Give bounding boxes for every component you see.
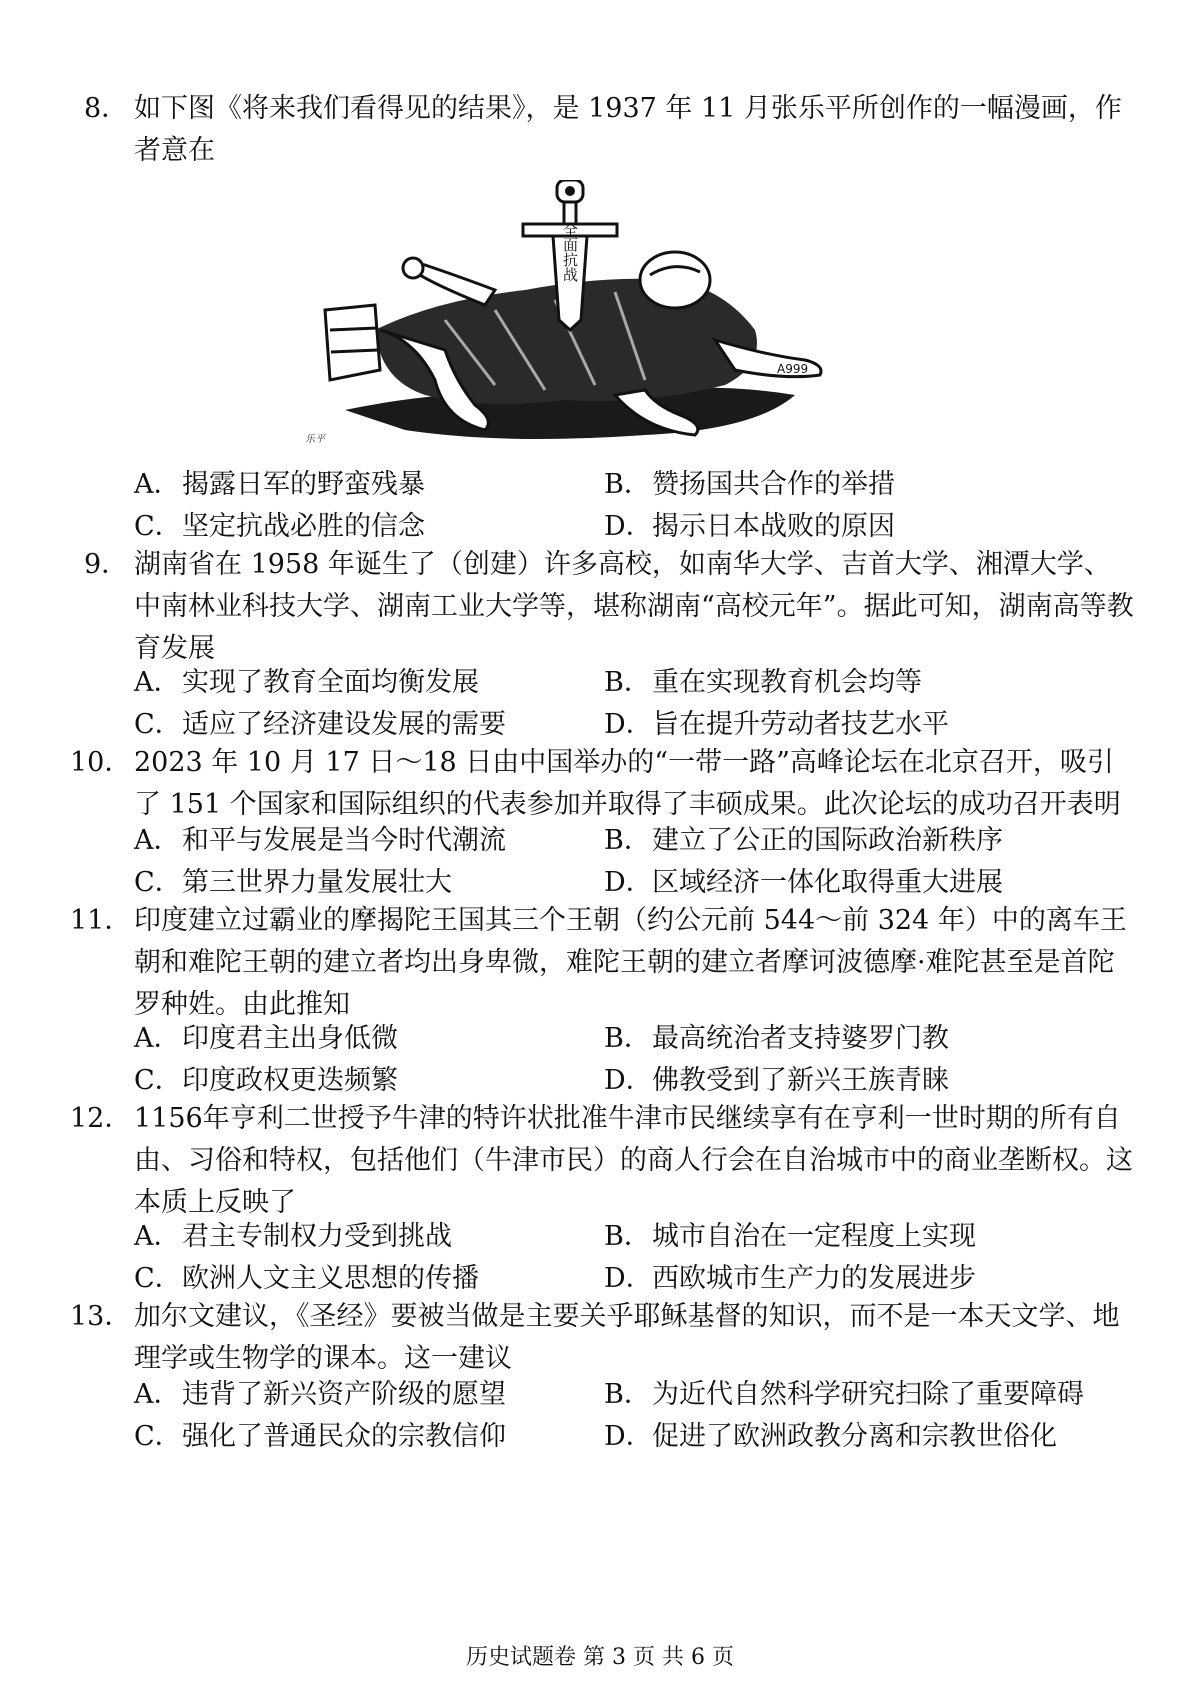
question-stem: 加尔文建议，《圣经》要被当做是主要关乎耶稣基督的知识，而不是一本天文学、地理学或生物学的课本。这一建议 <box>134 1301 1120 1374</box>
option-b[interactable]: B．建立了公正的国际政治新秩序 <box>604 825 1003 856</box>
option-c[interactable]: C．强化了普通民众的宗教信仰 <box>134 1421 506 1452</box>
question-number: 8． <box>84 93 129 124</box>
option-d[interactable]: D．区域经济一体化取得重大进展 <box>604 867 1003 898</box>
question-10 <box>70 742 1134 826</box>
question-number: 12． <box>70 1103 132 1134</box>
question-12-options <box>134 1216 1134 1300</box>
option-d[interactable]: D．旨在提升劳动者技艺水平 <box>604 709 949 740</box>
cartoon-illustration <box>285 180 845 480</box>
cartoon-arm-label: A999 <box>777 362 809 376</box>
option-d[interactable]: D．西欧城市生产力的发展进步 <box>604 1263 976 1294</box>
question-number: 10． <box>70 747 132 778</box>
cartoon-left-arm <box>414 264 495 305</box>
option-d[interactable]: D．佛教受到了新兴王族青睐 <box>604 1065 949 1096</box>
sword-label: 全面抗战 <box>561 222 579 282</box>
option-d[interactable]: D．揭示日本战败的原因 <box>604 511 895 542</box>
option-c[interactable]: C．欧洲人文主义思想的传播 <box>134 1263 479 1294</box>
option-c[interactable]: C．适应了经济建设发展的需要 <box>134 709 506 740</box>
option-c[interactable]: C．印度政权更迭频繁 <box>134 1065 398 1096</box>
question-8-options <box>134 464 1134 548</box>
question-11 <box>70 900 1134 1026</box>
question-number: 13． <box>70 1301 132 1332</box>
option-a[interactable]: A．君主专制权力受到挑战 <box>134 1221 452 1252</box>
question-9-options <box>134 662 1134 746</box>
cartoon-boot <box>325 305 380 380</box>
question-number: 11． <box>70 905 132 936</box>
question-11-options <box>134 1018 1134 1102</box>
option-a[interactable]: A．揭露日军的野蛮残暴 <box>134 469 425 500</box>
cartoon-signature: 乐平 <box>305 434 325 445</box>
question-9 <box>84 544 1134 670</box>
question-stem: 2023 年 10 月 17 日～18 日由中国举办的“一带一路”高峰论坛在北京召开，吸引了 151 个国家和国际组织的代表参加并取得了丰硕成果。此次论坛的成功召开表明 <box>134 747 1121 820</box>
option-b[interactable]: B．赞扬国共合作的举措 <box>604 469 895 500</box>
question-stem: 湖南省在 1958 年诞生了（创建）许多高校，如南华大学、吉首大学、湘潭大学、中南林业科技大学、湖南工业大学等，堪称湖南“高校元年”。据此可知，湖南高等教育发展 <box>134 549 1134 664</box>
question-stem: 印度建立过霸业的摩揭陀王国其三个王朝（约公元前 544～前 324 年）中的离车王朝和难陀王朝的建立者均出身卑微，难陀王朝的建立者摩诃波德摩·难陀甚至是首陀罗种姓。由此推知 <box>134 905 1127 1020</box>
option-c[interactable]: C．第三世界力量发展壮大 <box>134 867 452 898</box>
option-b[interactable]: B．城市自治在一定程度上实现 <box>604 1221 976 1252</box>
question-13-options <box>134 1374 1134 1458</box>
cartoon-head <box>640 252 710 308</box>
option-b[interactable]: B．最高统治者支持婆罗门教 <box>604 1023 949 1054</box>
option-b[interactable]: B．重在实现教育机会均等 <box>604 667 922 698</box>
question-stem: 如下图《将来我们看得见的结果》，是 1937 年 11 月张乐平所创作的一幅漫画，作者意在 <box>134 93 1122 166</box>
question-stem: 1156年亨利二世授予牛津的特许状批准牛津市民继续享有在亨利一世时期的所有自由、习俗和特权，包括他们（牛津市民）的商人行会在自治城市中的商业垄断权。这本质上反映了 <box>134 1103 1133 1218</box>
question-12 <box>70 1098 1134 1224</box>
page-footer: 历史试题卷 第 3 页 共 6 页 <box>466 1645 734 1670</box>
option-d[interactable]: D．促进了欧洲政教分离和宗教世俗化 <box>604 1421 1057 1452</box>
option-a[interactable]: A．违背了新兴资产阶级的愿望 <box>134 1379 506 1410</box>
option-a[interactable]: A．和平与发展是当今时代潮流 <box>134 825 506 856</box>
option-b[interactable]: B．为近代自然科学研究扫除了重要障碍 <box>604 1379 1084 1410</box>
question-10-options <box>134 820 1134 904</box>
question-13 <box>70 1296 1134 1380</box>
option-a[interactable]: A．印度君主出身低微 <box>134 1023 398 1054</box>
option-a[interactable]: A．实现了教育全面均衡发展 <box>134 667 479 698</box>
question-number: 9． <box>84 549 129 580</box>
option-c[interactable]: C．坚定抗战必胜的信念 <box>134 511 425 542</box>
question-8 <box>84 88 1134 172</box>
